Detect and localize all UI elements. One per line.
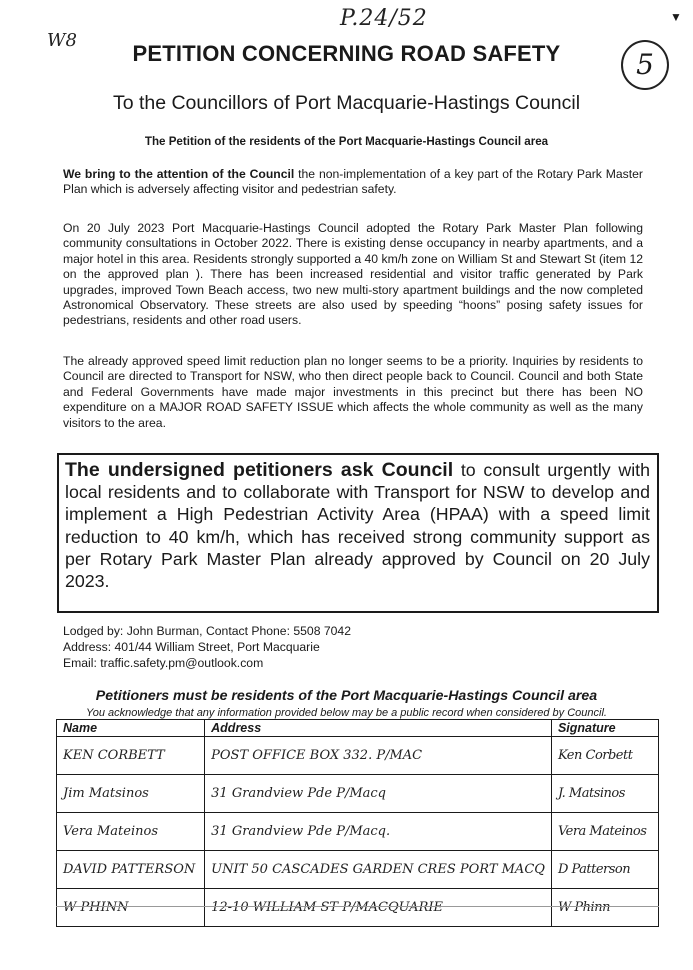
signer-name: KEN CORBETT (57, 737, 205, 775)
lodged-by-line: Lodged by: John Burman, Contact Phone: 5508 7042 (63, 624, 351, 638)
signer-address: 12-10 WILLIAM ST P/MACQUARIE (205, 889, 552, 927)
petition-request-lead: The undersigned petitioners ask Council (65, 459, 454, 481)
handwritten-w8-mark: W8 (47, 30, 77, 51)
signer-address: POST OFFICE BOX 332. P/MAC (205, 737, 552, 775)
email-line: Email: traffic.safety.pm@outlook.com (63, 656, 264, 671)
signer-name: Jim Matsinos (57, 775, 205, 813)
table-row (57, 813, 659, 851)
table-row (57, 889, 659, 927)
paragraph-priority: The already approved speed limit reduction plan no longer seems to be a priority. Inquiries by residents to Council are directed to Transport for NSW, who then direct people back to Council. Council and both State and Federal Governments have made major investments in this precinct but there has been NO expenditure on a MAJOR ROAD SAFETY ISSUE which affects the whole community as well as the many visitors to the area. (63, 354, 643, 430)
signer-signature: Vera Mateinos (551, 813, 658, 851)
petition-request-box (57, 453, 659, 613)
table-row (57, 775, 659, 813)
contact-details (63, 623, 351, 672)
address-line: Address: 401/44 William Street, Port Macquarie (63, 640, 320, 655)
petition-subtitle: The Petition of the residents of the Port Macquarie-Hastings Council area (144, 135, 549, 148)
signer-name: W PHINN (57, 889, 205, 927)
bottom-divider (56, 906, 659, 907)
paragraph-background: On 20 July 2023 Port Macquarie-Hastings Council adopted the Rotary Park Master Plan following community consultations in October 2022. There is existing dense occupancy in nearby apartments, and a major hotel in this area. Residents strongly supported a 40 km/h zone on William St and Stewart St (item 12 on the approved plan ). There has been increased residential and visitor traffic generated by Park upgrades, improved Town Beach access, two new multi-story apartment buildings and the now completed Astronomical Observatory. These streets are also used by speeding “hoons” posing safety issues for pedestrians, residents and other road users. (63, 221, 643, 328)
circled-number-text: 5 (636, 48, 654, 81)
handwritten-page-reference: P.24/52 (340, 6, 428, 31)
residency-requirement: Petitioners must be residents of the Port Macquarie-Hastings Council area (95, 688, 598, 704)
corner-triangle-icon: ▼ (670, 10, 682, 24)
paragraph-attention-rest: the non-implementation of a key part of the Rotary Park Master Plan which is adversely affecting visitor and pedestrian safety. (63, 167, 643, 197)
signer-signature: J. Matsinos (551, 775, 658, 813)
column-header-address: Address (205, 720, 552, 737)
public-record-acknowledgement: You acknowledge that any information provided below may be a public record when considered by Council. (86, 707, 607, 719)
signer-address: 31 Grandview Pde P/Macq. (205, 813, 552, 851)
signer-address: 31 Grandview Pde P/Macq (205, 775, 552, 813)
signer-signature: Ken Corbett (551, 737, 658, 775)
table-row (57, 851, 659, 889)
petition-request-text: to consult urgently with local residents and to collaborate with Transport for NSW to develop and implement a High Pedestrian Activity Area (HPAA) with a speed limit reduction to 40 km/h, which has received strong community support as per Rotary Park Master Plan already approved by Council on 20 July 2023. (65, 460, 650, 592)
petition-title: PETITION CONCERNING ROAD SAFETY (132, 41, 561, 66)
addressee-line: To the Councillors of Port Macquarie-Hastings Council (112, 92, 581, 114)
table-row (57, 737, 659, 775)
column-header-signature: Signature (551, 720, 658, 737)
signer-signature: D Patterson (551, 851, 658, 889)
signer-signature: W Phinn (551, 889, 658, 927)
signer-name: Vera Mateinos (57, 813, 205, 851)
signature-table-header (57, 720, 659, 737)
paragraph-attention (63, 167, 643, 198)
signer-name: DAVID PATTERSON (57, 851, 205, 889)
signature-table (56, 719, 659, 927)
paragraph-attention-lead: We bring to the attention of the Council (63, 167, 295, 181)
signer-address: UNIT 50 CASCADES GARDEN CRES PORT MACQ (205, 851, 552, 889)
column-header-name: Name (57, 720, 205, 737)
